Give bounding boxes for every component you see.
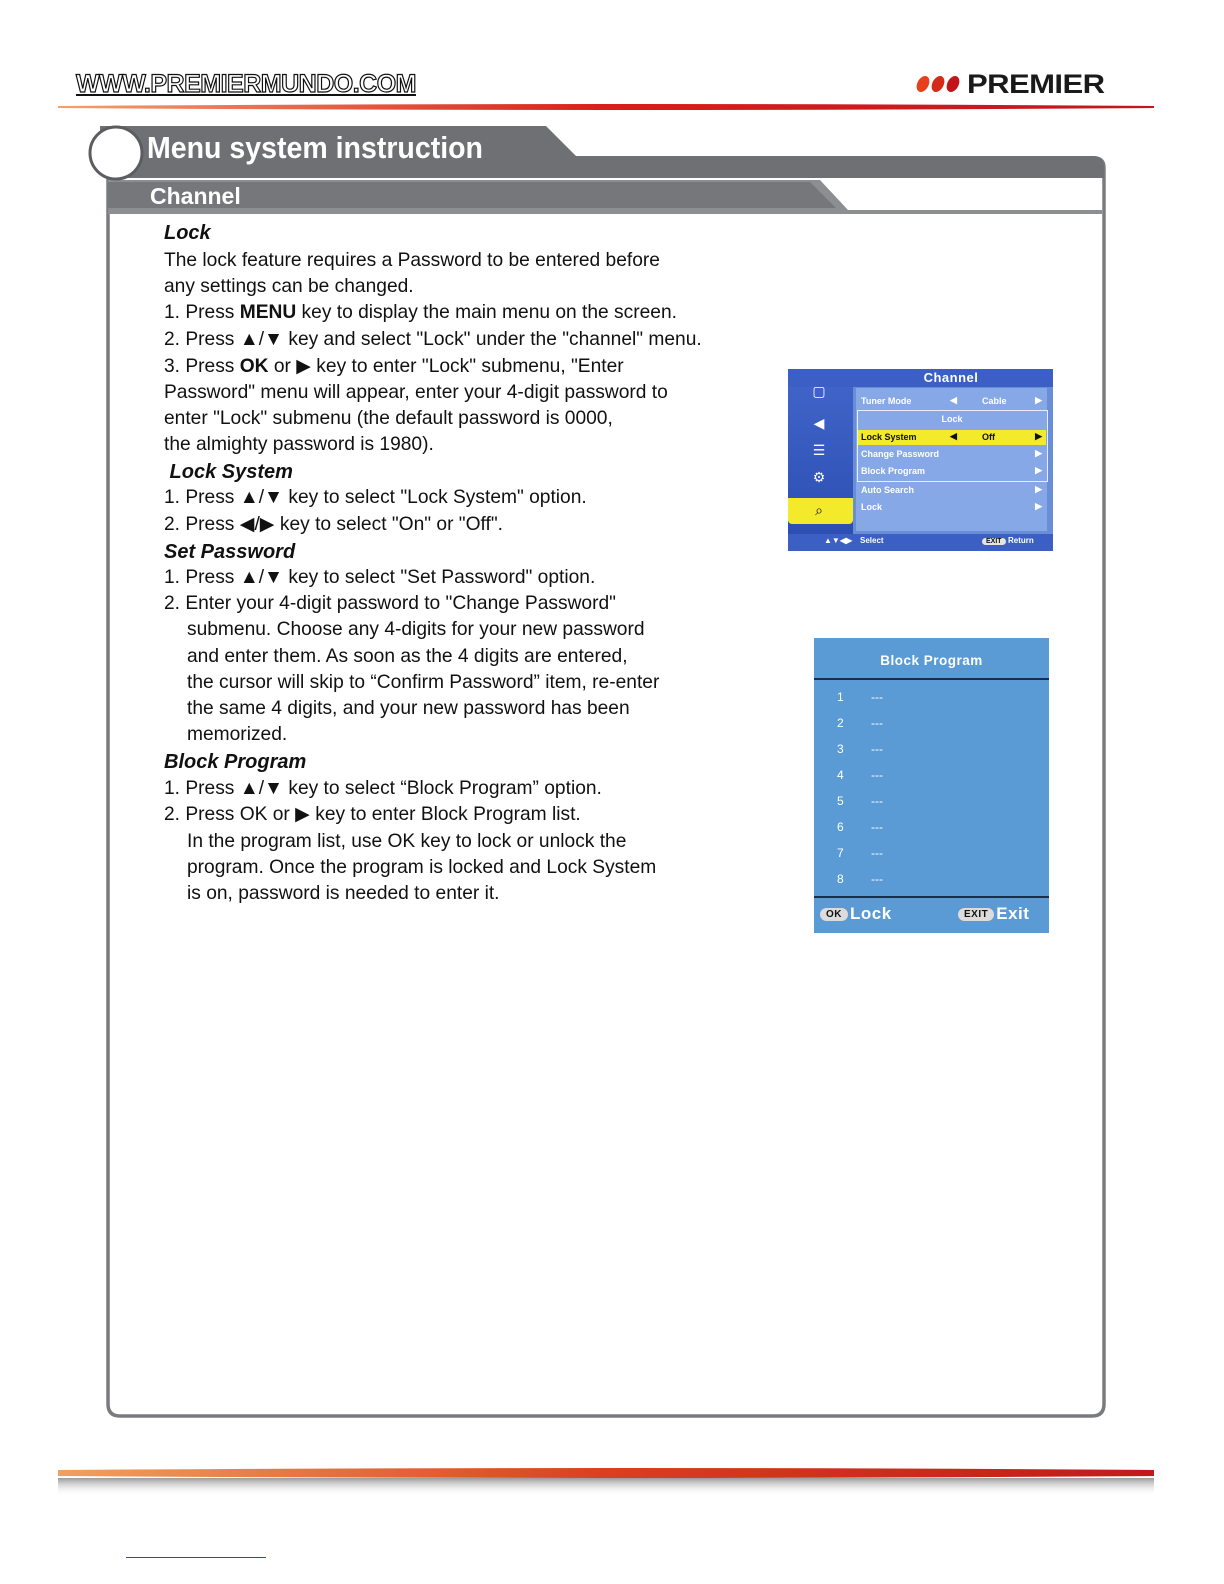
program-value: --- xyxy=(871,872,883,886)
ok-key: OK xyxy=(239,356,269,377)
step-3 xyxy=(164,354,624,380)
set-password-line-3: submenu. Choose any 4-digits for your new password xyxy=(187,619,645,640)
step-1 xyxy=(164,300,677,326)
exit-hint-label: Exit xyxy=(996,904,1030,923)
change-password-label: Change Password xyxy=(861,449,940,459)
setup-gear-icon: ⚙ xyxy=(812,469,826,485)
logo-dots-icon xyxy=(917,76,959,92)
logo-brand-text: PREMIER xyxy=(967,68,1105,99)
block-program-line-3: In the program list, use OK key to lock or unlock the xyxy=(187,831,627,852)
set-password-line-6: the same 4 digits, and your new password has been xyxy=(187,698,630,719)
exit-key-pill: EXIT xyxy=(958,908,994,921)
program-value: --- xyxy=(871,794,883,808)
lock-hint-label: Lock xyxy=(850,904,892,923)
lock-system-step-1: 1. Press ▲/▼ key to select "Lock System" option. xyxy=(164,487,587,508)
block-program-screenshot xyxy=(814,638,1049,933)
premier-logo xyxy=(917,68,1105,99)
program-number: 1 xyxy=(837,690,844,704)
tuner-mode-value: Cable xyxy=(982,396,1007,406)
step-3-pre: 3. Press xyxy=(164,356,240,377)
lock-section-label: Lock xyxy=(941,414,963,424)
block-program-step-1: 1. Press ▲/▼ key to select “Block Program” option. xyxy=(164,778,602,799)
step-3-line-3: enter "Lock" submenu (the default password is 0000, xyxy=(164,408,613,429)
block-program-step-2: 2. Press OK or ▶ key to enter Block Program list. xyxy=(164,804,581,825)
search-icon: ⌕ xyxy=(815,502,823,518)
right-arrow-icon: ▶ xyxy=(1035,395,1042,405)
header-rule xyxy=(58,102,1154,112)
block-program-row xyxy=(858,464,1046,479)
program-value: --- xyxy=(871,716,883,730)
picture-icon: ▢ xyxy=(812,383,826,399)
step-3-line-4: the almighty password is 1980). xyxy=(164,434,434,455)
tuner-mode-label: Tuner Mode xyxy=(861,396,912,406)
lock-system-label: Lock System xyxy=(861,432,917,442)
block-program-label: Block Program xyxy=(861,466,926,476)
ok-lock-hint xyxy=(820,904,892,924)
sound-icon: ◀ xyxy=(813,415,825,431)
program-number: 7 xyxy=(837,846,844,860)
exit-key-pill xyxy=(982,536,1006,545)
lock-system-step-2: 2. Press ◀/▶ key to select "On" or "Off". xyxy=(164,514,503,535)
tuner-mode-row xyxy=(858,394,1046,409)
set-password-line-4: and enter them. As soon as the 4 digits are entered, xyxy=(187,646,628,667)
program-value: --- xyxy=(871,820,883,834)
left-arrow-icon: ◀ xyxy=(950,431,957,441)
program-value: --- xyxy=(871,690,883,704)
step-2: 2. Press ▲/▼ key and select "Lock" under the "channel" menu. xyxy=(164,329,702,350)
right-arrow-icon: ▶ xyxy=(1035,501,1042,511)
block-program-title: Block Program xyxy=(880,653,983,668)
lock-row xyxy=(858,500,1046,515)
select-label: Select xyxy=(860,536,884,545)
block-program-heading: Block Program xyxy=(164,751,307,773)
right-arrow-icon: ▶ xyxy=(1035,448,1042,458)
ok-key-pill: OK xyxy=(820,908,848,921)
logo-dot-2 xyxy=(930,76,946,92)
set-password-step-1: 1. Press ▲/▼ key to select "Set Password" option. xyxy=(164,567,596,588)
exit-hint xyxy=(958,904,1029,924)
lock-label: Lock xyxy=(861,502,883,512)
step-1-pre: 1. Press xyxy=(164,302,240,323)
channel-menu-title: Channel xyxy=(923,370,979,385)
lock-system-value: Off xyxy=(982,432,995,442)
set-password-line-7: memorized. xyxy=(187,724,288,745)
program-value: --- xyxy=(871,846,883,860)
logo-dot-1 xyxy=(915,76,931,92)
exit-key: EXIT xyxy=(982,538,1006,545)
intro-line-1: The lock feature requires a Password to be entered before xyxy=(164,250,660,271)
lock-system-heading: Lock System xyxy=(164,461,293,483)
footer-rule xyxy=(58,1466,1154,1498)
lock-system-row xyxy=(858,430,1046,445)
step-1-post: key to display the main menu on the screen. xyxy=(296,302,677,323)
block-program-line-5: is on, password is needed to enter it. xyxy=(187,883,500,904)
program-number: 5 xyxy=(837,794,844,808)
lock-heading: Lock xyxy=(164,222,211,244)
menu-key: MENU xyxy=(239,302,297,323)
footer-link-line xyxy=(126,1557,266,1558)
program-number: 3 xyxy=(837,742,844,756)
change-password-row xyxy=(858,447,1046,462)
channel-list-icon: ☰ xyxy=(812,442,826,458)
channel-menu-screenshot xyxy=(788,369,1053,551)
left-arrow-icon: ◀ xyxy=(950,395,957,405)
set-password-heading: Set Password xyxy=(164,541,296,563)
title-divider xyxy=(814,678,1049,680)
step-3-post: or ▶ key to enter "Lock" submenu, "Enter xyxy=(268,356,624,377)
program-value: --- xyxy=(871,768,883,782)
return-label: Return xyxy=(1008,536,1034,545)
program-number: 2 xyxy=(837,716,844,730)
auto-search-label: Auto Search xyxy=(861,485,915,495)
block-program-line-4: program. Once the program is locked and Lock System xyxy=(187,857,657,878)
logo-dot-3 xyxy=(945,76,961,92)
auto-search-row xyxy=(858,483,1046,498)
program-number: 4 xyxy=(837,768,844,782)
section-title: Menu system instruction xyxy=(147,130,483,165)
right-arrow-icon: ▶ xyxy=(1035,465,1042,475)
program-number: 8 xyxy=(837,872,844,886)
nav-arrows-icon: ▲▼◀▶ xyxy=(824,536,853,545)
intro-line-2: any settings can be changed. xyxy=(164,276,414,297)
subsection-title: Channel xyxy=(150,183,241,209)
set-password-line-5: the cursor will skip to “Confirm Password” item, re-enter xyxy=(187,672,660,693)
right-arrow-icon: ▶ xyxy=(1035,431,1042,441)
lock-section-row xyxy=(858,412,1046,427)
footer-divider xyxy=(814,896,1049,898)
right-arrow-icon: ▶ xyxy=(1035,484,1042,494)
program-value: --- xyxy=(871,742,883,756)
program-number: 6 xyxy=(837,820,844,834)
site-url[interactable]: WWW.PREMIERMUNDO.COM xyxy=(76,70,416,98)
step-3-line-2: Password" menu will appear, enter your 4-digit password to xyxy=(164,382,668,403)
set-password-step-2: 2. Enter your 4-digit password to "Change Password" xyxy=(164,593,616,614)
